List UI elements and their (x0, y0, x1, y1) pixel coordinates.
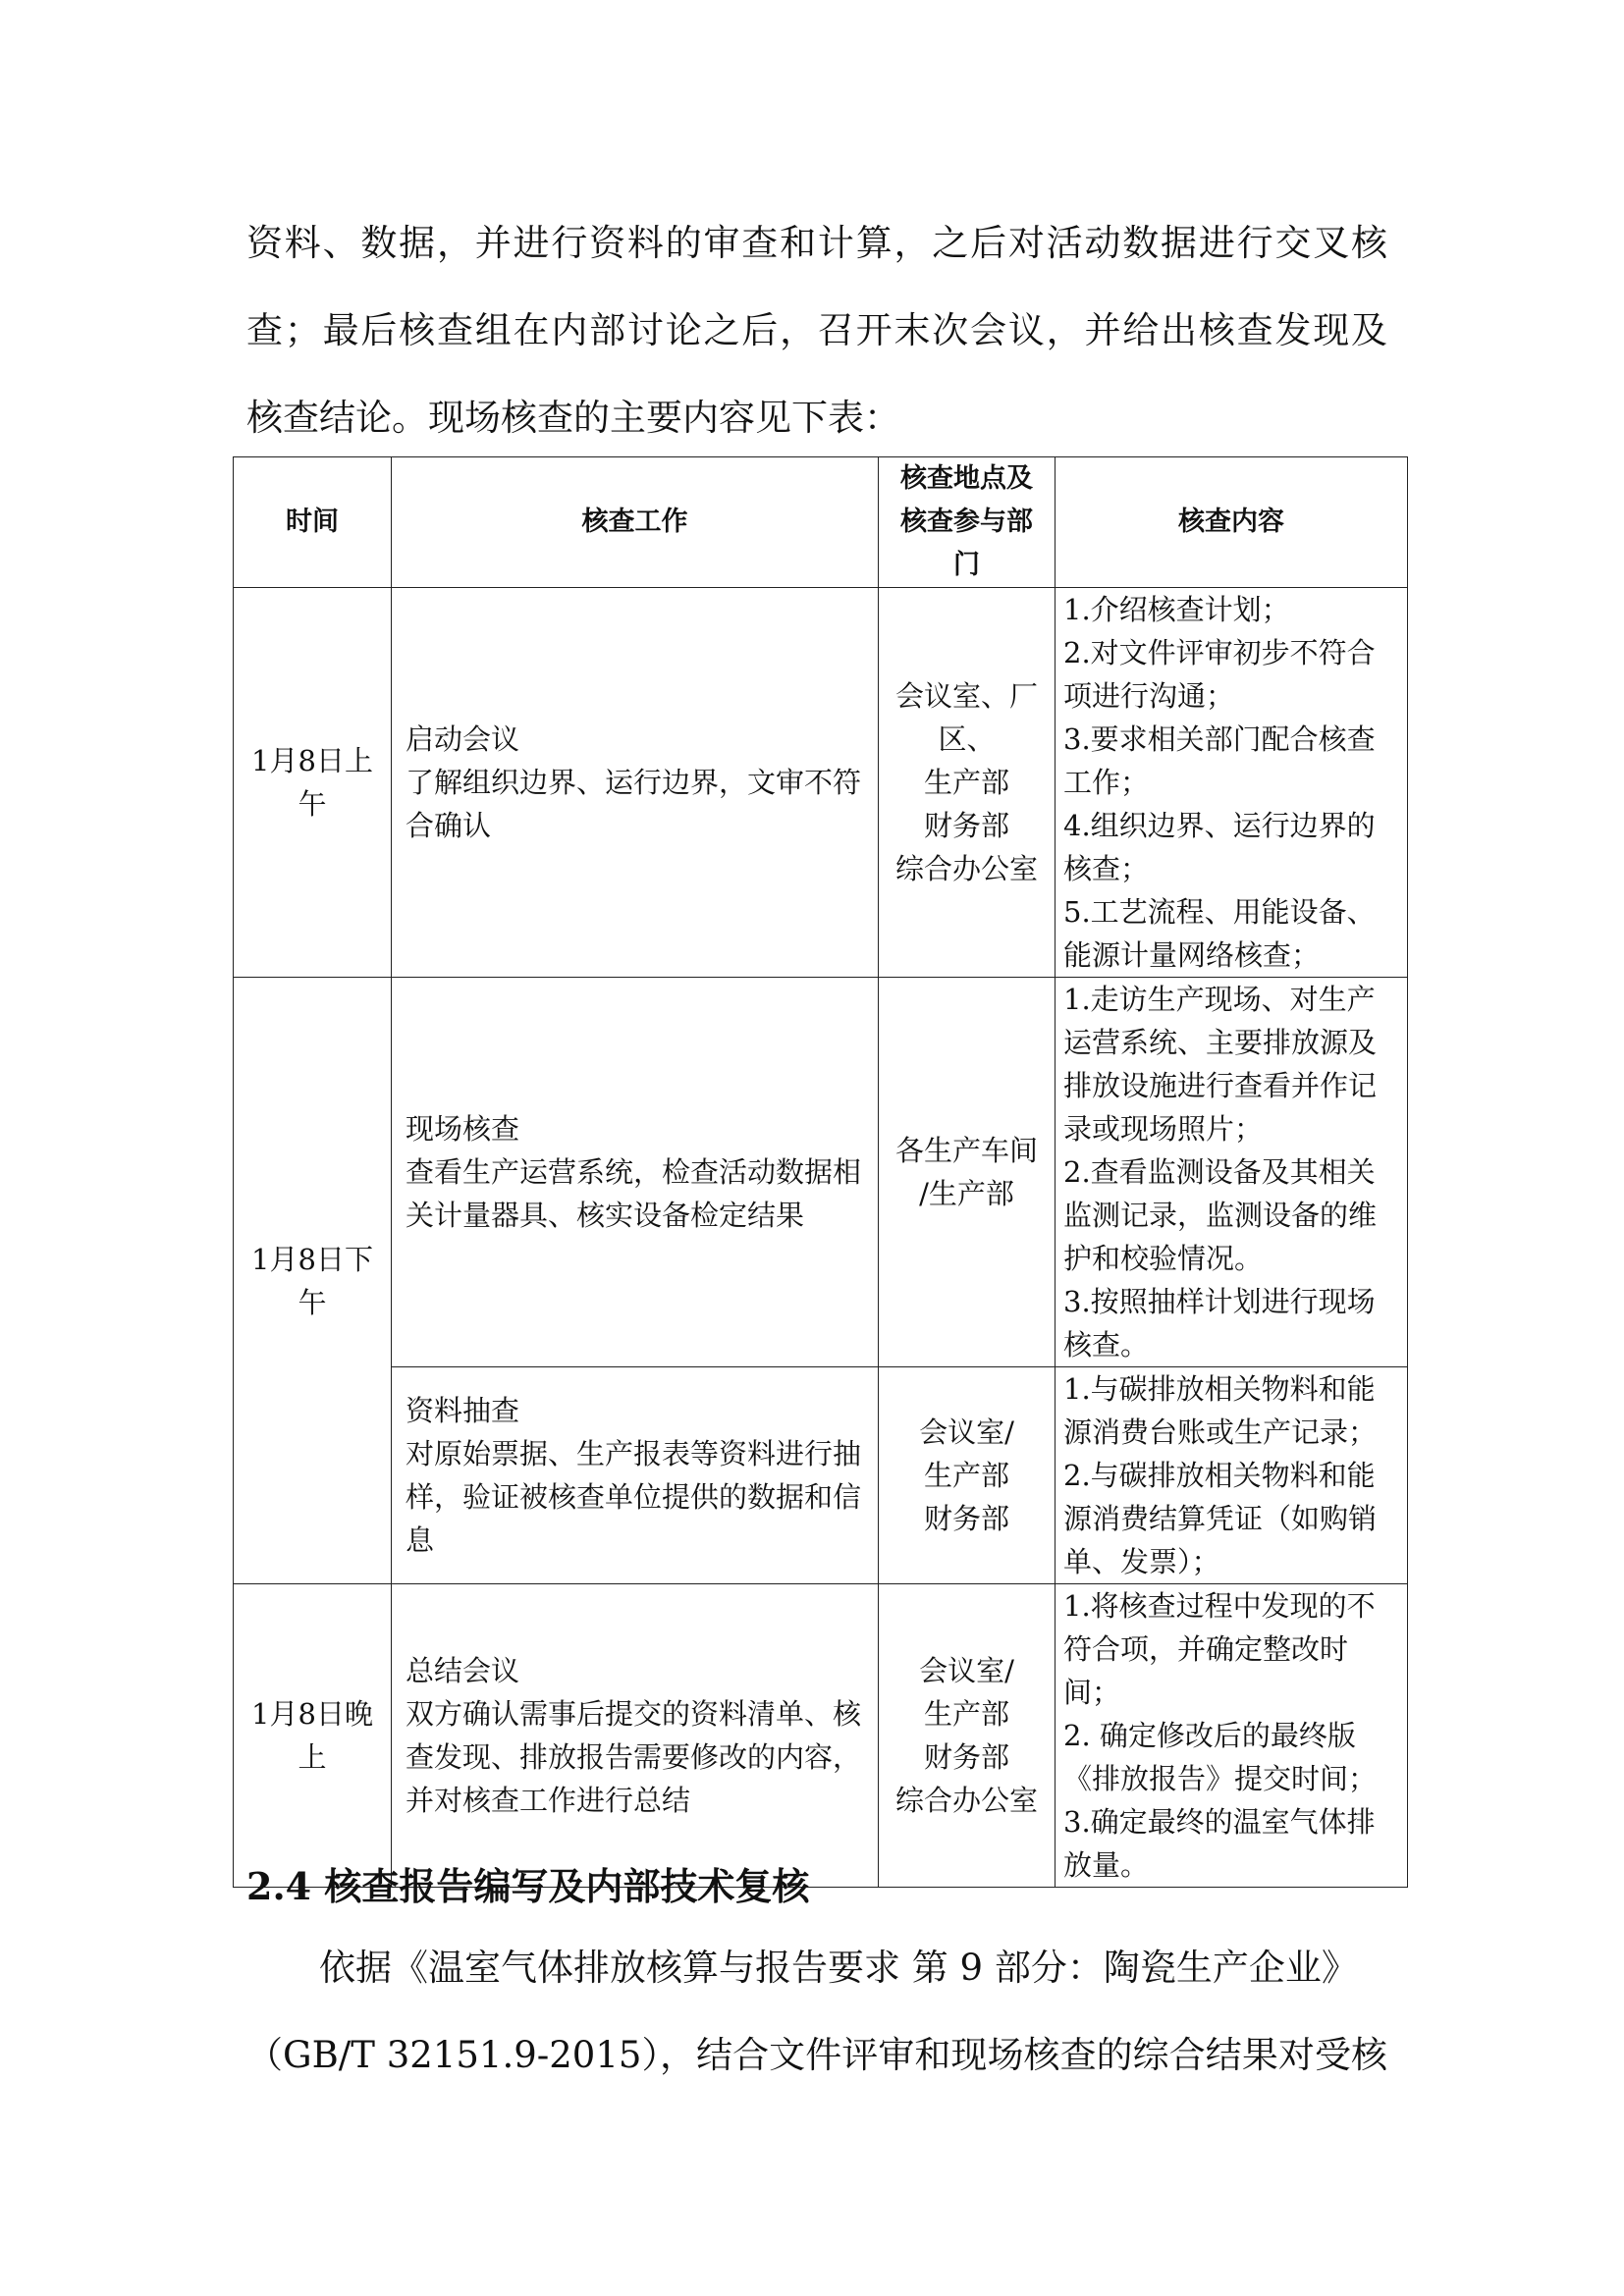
work-cell: 总结会议 双方确认需事后提交的资料清单、核 查发现、排放报告需要修改的内容， 并对核查工作进行总结 (392, 1584, 879, 1888)
table-row (234, 1584, 1408, 1888)
content-cell: 1.与碳排放相关物料和能 源消费台账或生产记录； 2.与碳排放相关物料和能 源消费结算凭证（如购销 单、发票）； (1056, 1367, 1408, 1584)
table-row (234, 978, 1408, 1367)
header-content: 核查内容 (1056, 457, 1408, 588)
intro-line: 查；最后核查组在内部讨论之后，召开末次会议，并给出核查发现及 (246, 309, 1387, 351)
table-header-row (234, 457, 1408, 588)
location-cell: 会议室/ 生产部 财务部 (879, 1367, 1056, 1584)
work-title: 启动会议 (406, 722, 520, 756)
content-cell: 1.将核查过程中发现的不 符合项，并确定整改时间； 2. 确定修改后的最终版 《排放报告》提交时间； 3.确定最终的温室气体排 放量。 (1056, 1584, 1408, 1888)
content-cell: 1.介绍核查计划； 2.对文件评审初步不符合 项进行沟通； 3.要求相关部门配合核查 工作； 4.组织边界、运行边界的 核查； 5.工艺流程、用能设备、 能源计量网络核查； (1056, 588, 1408, 978)
work-title: 现场核查 (406, 1112, 520, 1146)
section-line: 依据《温室气体排放核算与报告要求 第 9 部分：陶瓷生产企业》 (319, 1947, 1358, 1989)
header-work: 核查工作 (392, 457, 879, 588)
work-title: 资料抽查 (406, 1394, 520, 1427)
intro-paragraph (246, 199, 1387, 461)
time-cell: 1月8日晚 上 (234, 1584, 392, 1888)
header-time: 时间 (234, 457, 392, 588)
work-cell: 资料抽查 对原始票据、生产报表等资料进行抽 样，验证被核查单位提供的数据和信 息 (392, 1367, 879, 1584)
time-cell: 1月8日下 午 (234, 978, 392, 1584)
table-row (234, 1367, 1408, 1584)
inspection-schedule-table (233, 456, 1408, 1888)
table-row (234, 588, 1408, 978)
work-cell: 启动会议 了解组织边界、运行边界，文审不符 合确认 (392, 588, 879, 978)
location-cell: 会议室、厂 区、 生产部 财务部 综合办公室 (879, 588, 1056, 978)
work-title: 总结会议 (406, 1654, 520, 1687)
intro-line: 核查结论。现场核查的主要内容见下表： (246, 397, 900, 439)
work-cell: 现场核查 查看生产运营系统，检查活动数据相 关计量器具、核实设备检定结果 (392, 978, 879, 1367)
location-cell: 各生产车间 /生产部 (879, 978, 1056, 1367)
content-cell: 1.走访生产现场、对生产 运营系统、主要排放源及 排放设施进行查看并作记 录或现场照片； 2.查看监测设备及其相关 监测记录，监测设备的维 护和校验情况。 3.按照抽样计划进行现场 核查。 (1056, 978, 1408, 1367)
header-location: 核查地点及 核查参与部 门 (879, 457, 1056, 588)
section-paragraph (246, 1924, 1387, 2099)
section-line: （GB/T 32151.9-2015），结合文件评审和现场核查的综合结果对受核 (246, 2034, 1387, 2076)
section-heading: 2.4 核查报告编写及内部技术复核 (246, 1864, 810, 1908)
intro-line: 资料、数据，并进行资料的审查和计算，之后对活动数据进行交叉核 (246, 222, 1387, 264)
time-cell: 1月8日上 午 (234, 588, 392, 978)
location-cell: 会议室/ 生产部 财务部 综合办公室 (879, 1584, 1056, 1888)
